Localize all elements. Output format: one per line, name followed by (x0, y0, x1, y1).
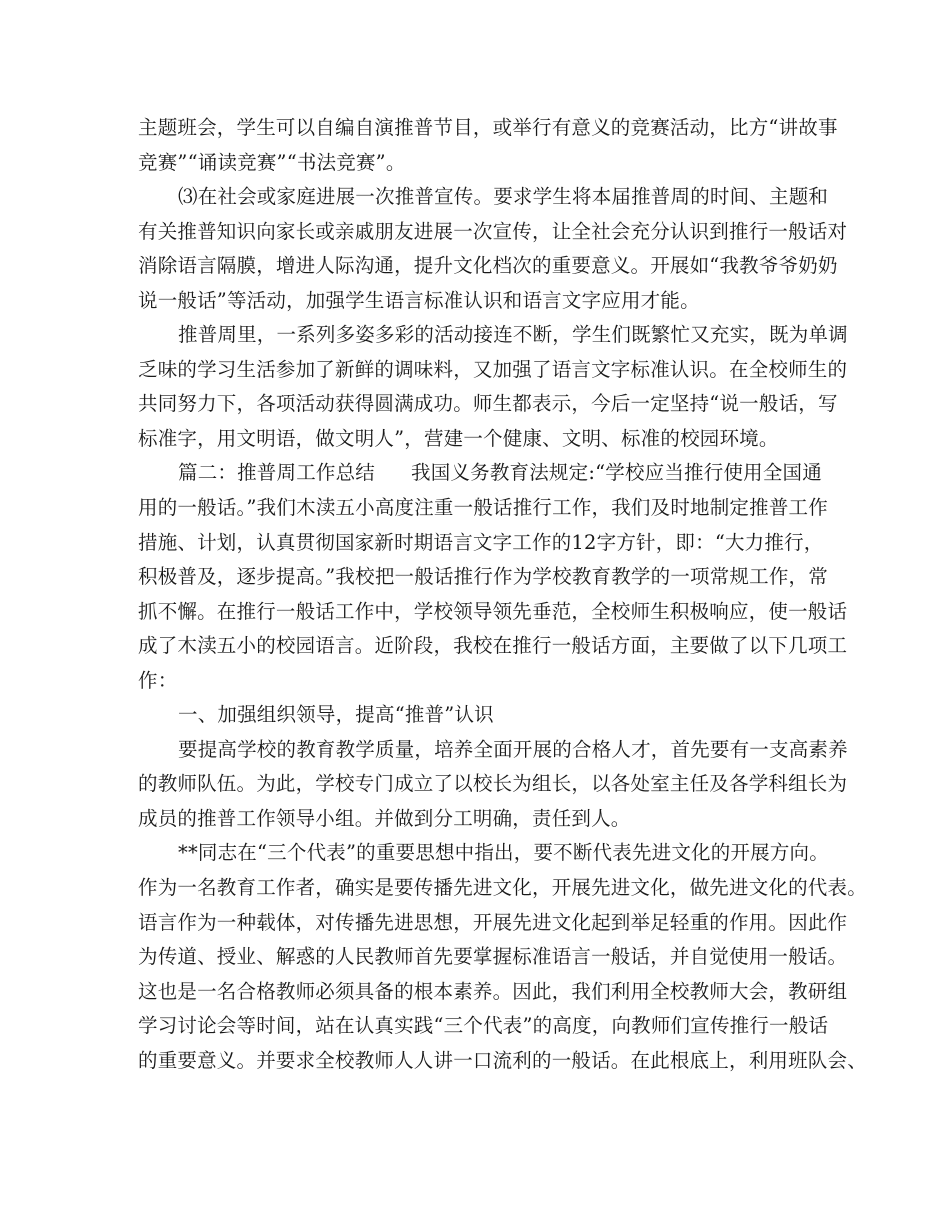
text-line-content: 推普周里，一系列多姿多彩的活动接连不断，学生们既繁忙又充实，既为单调 (178, 323, 848, 347)
text-line-content: 消除语言隔膜，增进人际沟通，提升文化档次的重要意义。开展如“我教爷爷奶奶 (138, 254, 838, 278)
text-line-content: 的教师队伍。为此，学校专门成立了以校长为组长，以各处室主任及各学科组长为 (138, 772, 848, 796)
text-line (138, 284, 818, 319)
text-line (138, 318, 848, 353)
text-line-content: 成了木渎五小的校园语言。近阶段，我校在推行一般话方面，主要做了以下几项工 (138, 634, 848, 658)
text-line-content: 共同努力下，各项活动获得圆满成功。师生都表示，今后一定坚持“说一般话，写 (138, 392, 838, 416)
text-line (138, 491, 828, 526)
text-line-content: 竞赛”“诵读竞赛”“书法竞赛”。 (138, 150, 406, 174)
text-line (138, 1009, 829, 1044)
text-line-content: 抓不懈。在推行一般话工作中，学校领导领先垂范，全校师生积极响应，使一般话 (138, 599, 848, 623)
text-line-content: 要提高学校的教育教学质量，培养全面开展的合格人才，首先要有一支高素养 (178, 737, 848, 761)
text-line (138, 560, 828, 595)
text-line-content: **同志在“三个代表”的重要思想中指出，要不断代表先进文化的开展方向。 (178, 841, 829, 865)
text-line-content: 一、加强组织领导，提高“推普”认识 (178, 703, 494, 727)
text-line (138, 836, 829, 871)
text-line-content: 主题班会，学生可以自编自演推普节目，或举行有意义的竞赛活动，比方“讲故事 (138, 116, 838, 139)
text-line (138, 802, 818, 837)
text-line-content: 有关推普知识向家长或亲戚朋友进展一次宣传，让全社会充分认识到推行一般话对 (138, 219, 848, 243)
text-line (138, 940, 848, 975)
text-line-content: 这也是一名合格教师必须具备的根本素养。因此，我们利用全校教师大会，教研组 (138, 979, 848, 1003)
text-line-content: 说一般话”等活动，加强学生语言标准认识和语言文字应用才能。 (138, 288, 700, 312)
text-line-content: 作为一名教育工作者，确实是要传播先进文化，开展先进文化，做先进文化的代表。 (138, 876, 867, 900)
text-line (138, 975, 848, 1010)
text-line-content: 为传道、授业、解惑的人民教师首先要掌握标准语言一般话，并自觉使用一般话。 (138, 945, 848, 969)
text-line (138, 595, 848, 630)
document-body (138, 111, 867, 1078)
text-line (138, 664, 818, 699)
text-line (138, 387, 838, 422)
text-line-content: 措施、计划，认真贯彻国家新时期语言文字工作的12字方针，即：“大力推行， (138, 530, 824, 554)
text-line (138, 629, 848, 664)
text-line-content: 用的一般话。”我们木渎五小高度注重一般话推行工作，我们及时地制定推普工作 (138, 496, 828, 520)
text-line (138, 249, 838, 284)
text-line (138, 526, 824, 561)
text-line (138, 871, 867, 906)
text-line (138, 733, 848, 768)
text-line-content-continued: 我国义务教育法规定:“学校应当推行使用全国通 (411, 461, 822, 485)
text-line-content: 篇二：推普周工作总结 (178, 461, 376, 485)
text-line-content: 成员的推普工作领导小组。并做到分工明确，责任到人。 (138, 806, 631, 830)
text-line (138, 767, 848, 802)
text-line-content: 标准字，用文明语，做文明人”，营建一个健康、文明、标准的校园环境。 (138, 426, 779, 450)
text-line (138, 353, 848, 388)
text-line-content: 作： (138, 668, 178, 692)
text-line-content: 语言作为一种载体，对传播先进思想，开展先进文化起到举足轻重的作用。因此作 (138, 910, 848, 934)
text-line-content: ⑶在社会或家庭进展一次推普宣传。要求学生将本届推普周的时间、主题和 (178, 185, 829, 209)
text-line (138, 422, 818, 457)
text-line (138, 698, 818, 733)
text-line (138, 146, 818, 181)
text-line-content: 的重要意义。并要求全校教师人人讲一口流利的一般话。在此根底上，利用班队会、 (138, 1048, 867, 1072)
text-line (138, 215, 848, 250)
text-line (138, 456, 822, 491)
text-line-content: 积极普及，逐步提高。”我校把一般话推行作为学校教育教学的一项常规工作，常 (138, 565, 828, 589)
text-line (138, 111, 838, 146)
text-line-content: 乏味的学习生活参加了新鲜的调味料，又加强了语言文字标准认识。在全校师生的 (138, 357, 848, 381)
text-line-content: 学习讨论会等时间，站在认真实践“三个代表”的高度，向教师们宣传推行一般话 (138, 1014, 829, 1038)
text-line (138, 1044, 867, 1079)
text-line (138, 906, 848, 941)
text-line (138, 180, 829, 215)
